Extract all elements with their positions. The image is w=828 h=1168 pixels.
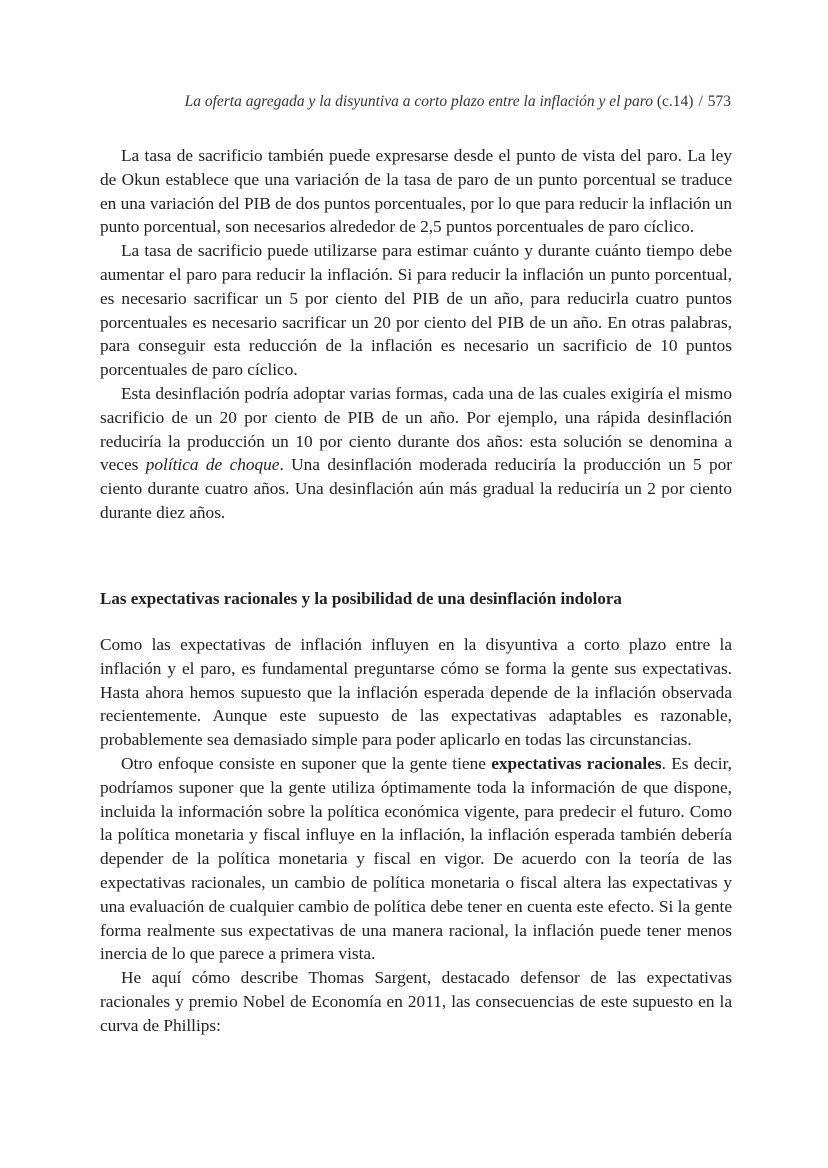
running-title: La oferta agregada y la disyuntiva a corto plazo entre la inflación y el paro — [184, 93, 653, 110]
running-header — [185, 92, 731, 112]
emphasis-term: política de choque — [145, 455, 280, 475]
paragraph-text: Esta desinflación podría adoptar varias formas, cada una de las cuales exigiría el mismo sacrificio de un 20 por ciento de PIB de un año. Por ejemplo, una rápida desinflación reduciría la producción un 10 por ciento durante dos años: esta solución se denomina a veces — [100, 383, 732, 475]
key-term: expectativas racionales — [491, 753, 662, 773]
paragraph: La tasa de sacrificio también puede expresarse desde el punto de vista del paro. La ley de Okun establece que una variación de la tasa de paro de un punto porcentual se traduce en una variación del PIB de dos puntos porcentuales, por lo que para reducir la inflación un punto porcentual, son necesarios alrededor de 2,5 puntos porcentuales de paro cíclico. — [100, 146, 733, 237]
paragraph-text: . Una desinflación moderada reduciría la producción un 5 por ciento durante cuatro años. Una desinflación aún más gradual la reduciría un 2 por ciento durante diez años. — [100, 455, 733, 522]
page-number: 573 — [707, 93, 731, 110]
chapter-label: (c.14) — [656, 93, 694, 110]
paragraph: He aquí cómo describe Thomas Sargent, destacado defensor de las expectativas racionales y premio Nobel de Economía en 2011, las consecuencias de este supuesto en la curva de Phillips: — [100, 968, 732, 1035]
paragraph — [100, 752, 732, 966]
paragraph — [100, 382, 732, 525]
section-sacrifice-ratio — [100, 144, 732, 525]
paragraph-text: Otro enfoque consiste en suponer que la gente tiene — [121, 753, 492, 773]
paragraph-text: . Es decir, podríamos suponer que la gente utiliza óptimamente toda la información de que dispone, incluida la información sobre la política económica vigente, para predecir el futuro. Como la política monetaria y fiscal influye en la inflación, la inflación esperada también debería depender de la política monetaria y fiscal en vigor. De acuerdo con la teoría de las expectativas racionales, un cambio de política monetaria o fiscal altera las expectativas y una evaluación de cualquier cambio de política debe tener en cuenta este efecto. Si la gente forma realmente sus expectativas de una manera racional, la inflación puede tener menos inercia de lo que parece a primera vista. — [100, 753, 732, 964]
paragraph: La tasa de sacrificio puede utilizarse para estimar cuánto y durante cuánto tiempo debe aumentar el paro para reducir la inflación. Si para reducir la inflación un punto porcentual, es necesario sacrificar un 5 por ciento del PIB de un año, para reducirla cuatro puntos porcentuales es necesario sacrificar un 20 por ciento del PIB de un año. En otras palabras, para conseguir esta reducción de la inflación es necesario un sacrificio de 10 puntos porcentuales de paro cíclico. — [100, 241, 732, 380]
paragraph: Como las expectativas de inflación influyen en la disyuntiva a corto plazo entre la inflación y el paro, es fundamental preguntarse cómo se forma la gente sus expectativas. Hasta ahora hemos supuesto que la inflación esperada depende de la inflación observada recientemente. Aunque este supuesto de las expectativas adaptables es razonable, probablemente sea demasiado simple para poder aplicarlo en todas las circunstancias. — [100, 635, 732, 750]
header-separator: / — [698, 93, 703, 110]
section-rational-expectations — [100, 633, 732, 1038]
section-heading: Las expectativas racionales y la posibilidad de una desinflación indolora — [100, 589, 622, 608]
